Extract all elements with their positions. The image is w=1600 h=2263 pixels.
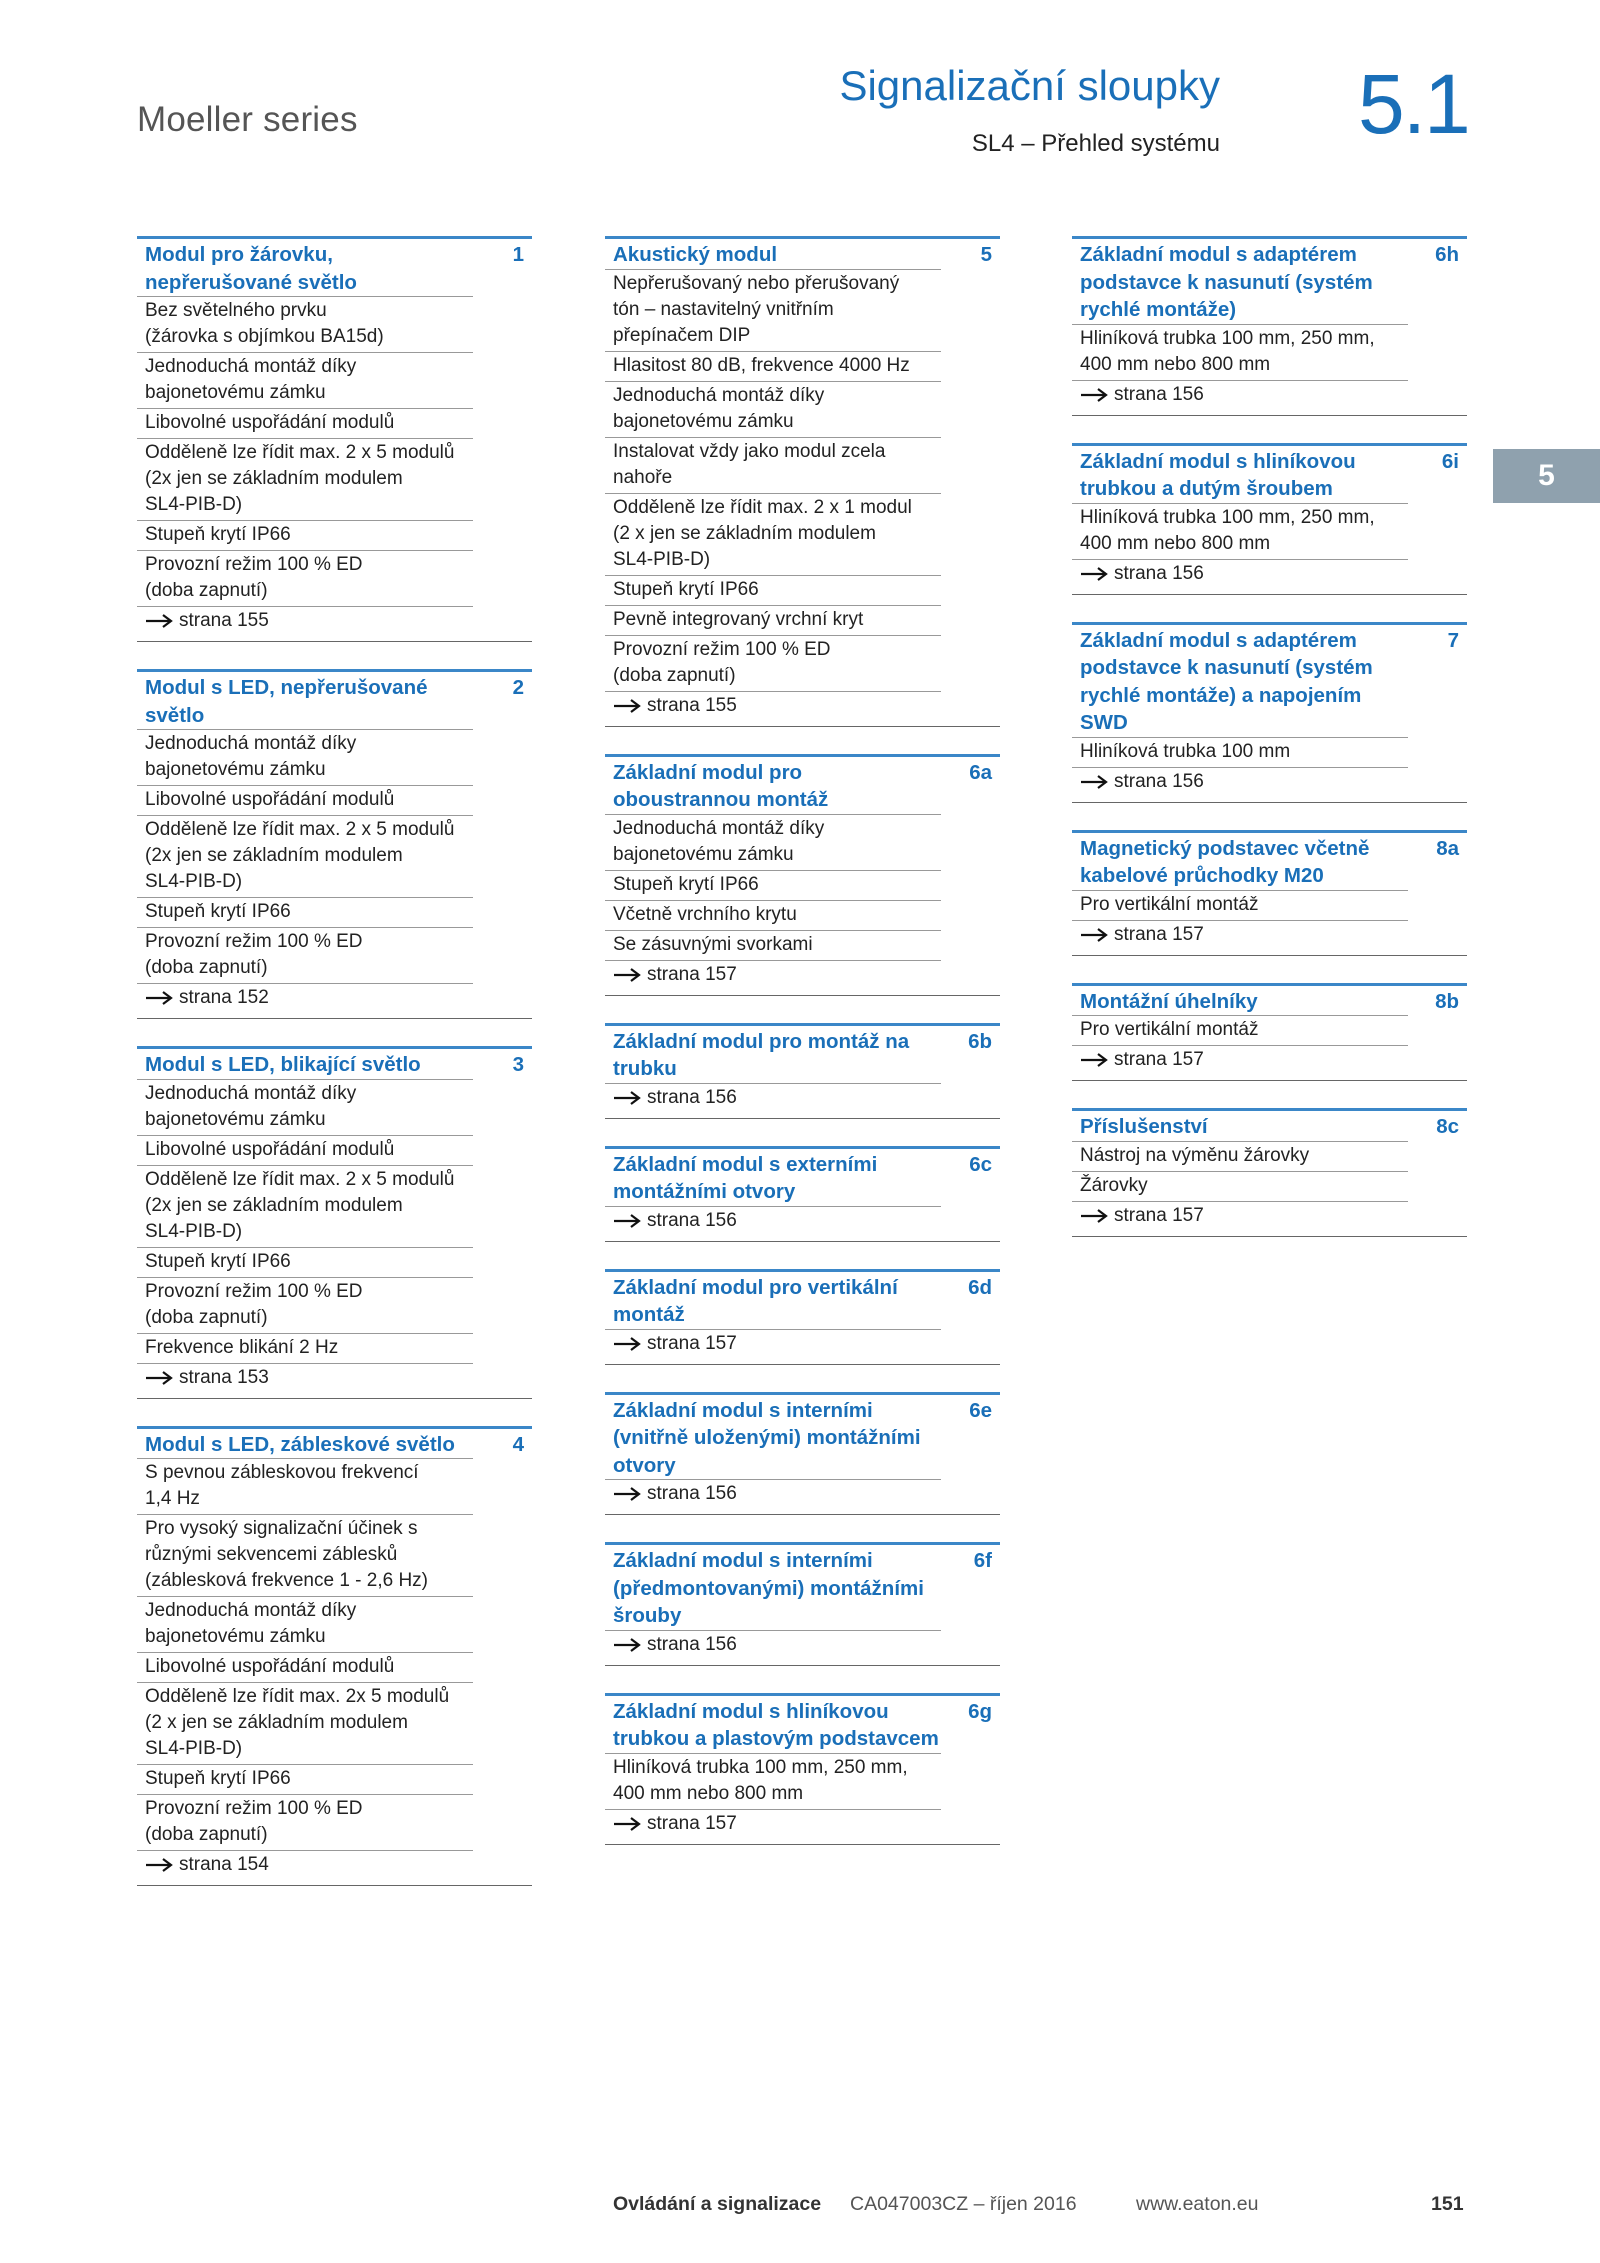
module-header xyxy=(605,1026,1000,1083)
module-title: Základní modul pro vertikální montáž xyxy=(613,1275,898,1326)
module-block xyxy=(605,236,1000,727)
page-reference-text: strana 157 xyxy=(1114,923,1204,945)
page-reference-link[interactable] xyxy=(1072,920,1408,950)
module-header xyxy=(605,1696,1000,1753)
feature-item: Provozní režim 100 % ED (doba zapnutí) xyxy=(137,1794,473,1850)
module-header xyxy=(137,239,532,296)
module-block xyxy=(605,1693,1000,1845)
arrow-right-icon xyxy=(1080,928,1108,942)
page-reference-text: strana 157 xyxy=(647,1812,737,1834)
feature-item: Odděleně lze řídit max. 2 x 1 modul (2 x jen se základním modulem SL4-PIB-D) xyxy=(605,493,941,575)
page-reference-link[interactable] xyxy=(137,606,473,636)
feature-item: Stupeň krytí IP66 xyxy=(137,1764,473,1794)
page-reference-text: strana 154 xyxy=(179,1854,269,1875)
footer-doc-id: CA047003CZ – říjen 2016 xyxy=(850,2193,1077,2215)
module-number: 2 xyxy=(512,676,524,699)
series-name: Moeller series xyxy=(137,100,358,139)
module-block xyxy=(137,669,532,1019)
footer-website: www.eaton.eu xyxy=(1136,2193,1259,2215)
module-items xyxy=(1072,503,1408,589)
feature-item: Pro vertikální montáž xyxy=(1072,1015,1408,1045)
chapter-side-tab: 5 xyxy=(1493,449,1600,503)
page-reference-link[interactable] xyxy=(605,1083,941,1113)
module-title: Základní modul s hliníkovou trubkou a dutým šroubem xyxy=(1080,449,1356,500)
page-reference-link[interactable] xyxy=(1072,1201,1408,1231)
module-items xyxy=(137,1079,473,1393)
page-reference-link[interactable] xyxy=(1072,1045,1408,1075)
module-header xyxy=(137,672,532,729)
arrow-right-icon xyxy=(613,1817,641,1831)
page-reference-text: strana 156 xyxy=(1114,383,1204,405)
page-reference-link[interactable] xyxy=(605,1809,941,1839)
module-items xyxy=(137,296,473,636)
module-block xyxy=(137,236,532,642)
module-block xyxy=(1072,983,1467,1082)
module-number: 1 xyxy=(512,243,524,266)
module-header xyxy=(1072,1111,1467,1141)
module-block xyxy=(137,1046,532,1399)
module-header xyxy=(605,1545,1000,1630)
module-title: Modul s LED, nepřerušované světlo xyxy=(145,676,428,727)
module-header xyxy=(137,1049,532,1079)
module-header xyxy=(1072,446,1467,503)
module-block xyxy=(1072,1108,1467,1237)
module-title: Modul pro žárovku, nepřerušované světlo xyxy=(145,243,357,294)
footer-section: Ovládání a signalizace xyxy=(613,2193,822,2215)
feature-item: Žárovky xyxy=(1072,1171,1408,1201)
page-reference-text: strana 157 xyxy=(647,1332,737,1354)
chapter-number: 5.1 xyxy=(1358,57,1469,151)
module-title: Příslušenství xyxy=(1080,1115,1208,1138)
module-number: 8a xyxy=(1436,836,1459,860)
page-reference-text: strana 156 xyxy=(647,1633,737,1655)
module-number: 6i xyxy=(1441,449,1459,473)
module-items xyxy=(605,269,941,721)
module-block xyxy=(605,1269,1000,1365)
module-items xyxy=(605,814,941,990)
page-reference-link[interactable] xyxy=(1072,380,1408,410)
page-reference-link[interactable] xyxy=(605,691,941,721)
module-number: 6d xyxy=(968,1275,992,1299)
feature-item: Stupeň krytí IP66 xyxy=(605,575,941,605)
module-number: 7 xyxy=(1447,628,1459,652)
feature-item: Jednoduchá montáž díky bajonetovému zámku xyxy=(137,729,473,785)
column-3 xyxy=(1072,236,1467,1264)
page-subtitle: SL4 – Přehled systému xyxy=(971,130,1220,157)
module-items xyxy=(605,1630,941,1660)
feature-item: Instalovat vždy jako modul zcela nahoře xyxy=(605,437,941,493)
module-number: 4 xyxy=(512,1432,524,1456)
module-items xyxy=(1072,1015,1408,1075)
module-header xyxy=(605,1149,1000,1206)
page-reference-link[interactable] xyxy=(137,1850,473,1880)
module-items xyxy=(137,1458,473,1880)
module-number: 6e xyxy=(969,1398,992,1422)
feature-item: Odděleně lze řídit max. 2x 5 modulů (2 x jen se základním modulem SL4-PIB-D) xyxy=(137,1682,473,1764)
page-reference-text: strana 156 xyxy=(647,1086,737,1108)
arrow-right-icon xyxy=(613,1214,641,1228)
page-reference-text: strana 153 xyxy=(179,1366,269,1388)
feature-item: Provozní režim 100 % ED (doba zapnutí) xyxy=(137,1277,473,1333)
arrow-right-icon xyxy=(1080,567,1108,581)
feature-item: Hliníková trubka 100 mm, 250 mm, 400 mm nebo 800 mm xyxy=(605,1753,941,1809)
feature-item: Nepřerušovaný nebo přerušovaný tón – nastavitelný vnitřním přepínačem DIP xyxy=(605,269,941,351)
module-block xyxy=(605,1392,1000,1516)
feature-item: Pevně integrovaný vrchní kryt xyxy=(605,605,941,635)
page-reference-link[interactable] xyxy=(1072,767,1408,797)
feature-item: Stupeň krytí IP66 xyxy=(605,870,941,900)
module-number: 6g xyxy=(968,1699,992,1723)
arrow-right-icon xyxy=(1080,1209,1108,1223)
module-title: Základní modul s interními (vnitřně uloženými) montážními otvory xyxy=(613,1398,921,1477)
feature-item: Včetně vrchního krytu xyxy=(605,900,941,930)
feature-item: Stupeň krytí IP66 xyxy=(137,897,473,927)
page-reference-text: strana 155 xyxy=(179,610,269,631)
feature-item: Odděleně lze řídit max. 2 x 5 modulů (2x jen se základním modulem SL4-PIB-D) xyxy=(137,815,473,897)
module-items xyxy=(1072,1141,1408,1231)
module-number: 6h xyxy=(1435,243,1459,266)
page-number: 151 xyxy=(1431,2193,1464,2215)
page-reference-link[interactable] xyxy=(605,1630,941,1660)
module-block xyxy=(605,1542,1000,1666)
module-title: Základní modul s hliníkovou trubkou a plastovým podstavcem xyxy=(613,1699,939,1750)
module-title: Akustický modul xyxy=(613,243,778,266)
page-reference-text: strana 156 xyxy=(1114,770,1204,792)
page-title: Signalizační sloupky xyxy=(839,62,1220,109)
feature-item: Odděleně lze řídit max. 2 x 5 modulů (2x jen se základním modulem SL4-PIB-D) xyxy=(137,438,473,520)
module-number: 6f xyxy=(973,1549,992,1572)
module-block xyxy=(1072,236,1467,416)
feature-item: Pro vysoký signalizační účinek s různými sekvencemi záblesků (záblesková frekvence 1 - 2,6 Hz) xyxy=(137,1514,473,1596)
arrow-right-icon xyxy=(1080,1053,1108,1067)
module-number: 5 xyxy=(980,243,992,266)
feature-item: Se zásuvnými svorkami xyxy=(605,930,941,960)
module-items xyxy=(1072,324,1408,410)
module-number: 6b xyxy=(968,1029,992,1053)
feature-item: Libovolné uspořádání modulů xyxy=(137,785,473,815)
feature-item: Stupeň krytí IP66 xyxy=(137,520,473,550)
module-number: 8c xyxy=(1436,1115,1459,1138)
page-reference-link[interactable] xyxy=(605,960,941,990)
page-reference-text: strana 156 xyxy=(647,1209,737,1231)
feature-item: Provozní režim 100 % ED (doba zapnutí) xyxy=(137,927,473,983)
module-title: Základní modul s adaptérem podstavce k nasunutí (systém rychlé montáže) xyxy=(1080,243,1373,321)
module-block xyxy=(137,1426,532,1887)
feature-item: Nástroj na výměnu žárovky xyxy=(1072,1141,1408,1171)
module-header xyxy=(1072,239,1467,324)
arrow-right-icon xyxy=(613,699,641,713)
module-title: Montážní úhelníky xyxy=(1080,989,1258,1013)
module-items xyxy=(605,1329,941,1359)
feature-item: Libovolné uspořádání modulů xyxy=(137,1135,473,1165)
module-header xyxy=(605,757,1000,814)
arrow-right-icon xyxy=(613,968,641,982)
column-1 xyxy=(137,236,532,1913)
module-header xyxy=(1072,625,1467,737)
module-number: 3 xyxy=(512,1053,524,1076)
feature-item: S pevnou zábleskovou frekvencí 1,4 Hz xyxy=(137,1458,473,1514)
module-block xyxy=(1072,830,1467,956)
module-block xyxy=(1072,622,1467,803)
module-number: 6c xyxy=(969,1152,992,1176)
feature-item: Provozní režim 100 % ED (doba zapnutí) xyxy=(137,550,473,606)
module-header xyxy=(605,1395,1000,1480)
page-reference-text: strana 157 xyxy=(1114,1204,1204,1226)
arrow-right-icon xyxy=(613,1337,641,1351)
page-reference-link[interactable] xyxy=(605,1329,941,1359)
page-reference-link[interactable] xyxy=(605,1479,941,1509)
module-block xyxy=(605,1023,1000,1119)
feature-item: Bez světelného prvku (žárovka s objímkou BA15d) xyxy=(137,296,473,352)
feature-item: Frekvence blikání 2 Hz xyxy=(137,1333,473,1363)
feature-item: Hliníková trubka 100 mm, 250 mm, 400 mm nebo 800 mm xyxy=(1072,324,1408,380)
feature-item: Hliníková trubka 100 mm xyxy=(1072,737,1408,767)
page-reference-link[interactable] xyxy=(1072,559,1408,589)
feature-item: Jednoduchá montáž díky bajonetovému zámku xyxy=(137,352,473,408)
page-reference-text: strana 157 xyxy=(1114,1049,1204,1070)
feature-item: Provozní režim 100 % ED (doba zapnutí) xyxy=(605,635,941,691)
feature-item: Hlasitost 80 dB, frekvence 4000 Hz xyxy=(605,351,941,381)
page-reference-text: strana 157 xyxy=(647,963,737,985)
module-header xyxy=(605,239,1000,269)
arrow-right-icon xyxy=(613,1638,641,1652)
feature-item: Hliníková trubka 100 mm, 250 mm, 400 mm nebo 800 mm xyxy=(1072,503,1408,559)
module-items xyxy=(1072,737,1408,797)
page-reference-text: strana 156 xyxy=(647,1483,737,1504)
feature-item: Pro vertikální montáž xyxy=(1072,890,1408,920)
module-title: Základní modul s interními (předmontovanými) montážními šrouby xyxy=(613,1549,924,1627)
module-header xyxy=(137,1429,532,1459)
feature-item: Libovolné uspořádání modulů xyxy=(137,1652,473,1682)
module-title: Modul s LED, blikající světlo xyxy=(145,1053,421,1076)
module-title: Základní modul s adaptérem podstavce k nasunutí (systém rychlé montáže) a napojením SWD xyxy=(1080,628,1373,734)
module-items xyxy=(605,1083,941,1113)
arrow-right-icon xyxy=(145,991,173,1005)
arrow-right-icon xyxy=(145,1858,173,1872)
module-block xyxy=(1072,443,1467,595)
feature-item: Jednoduchá montáž díky bajonetovému zámku xyxy=(605,381,941,437)
module-number: 6a xyxy=(969,760,992,784)
column-2 xyxy=(605,236,1000,1872)
arrow-right-icon xyxy=(145,614,173,628)
module-block xyxy=(605,754,1000,996)
module-title: Magnetický podstavec včetně kabelové průchodky M20 xyxy=(1080,836,1370,887)
module-header xyxy=(1072,833,1467,890)
module-header xyxy=(1072,986,1467,1016)
feature-item: Jednoduchá montáž díky bajonetovému zámku xyxy=(137,1079,473,1135)
arrow-right-icon xyxy=(1080,775,1108,789)
module-title: Základní modul pro oboustrannou montáž xyxy=(613,760,829,811)
page-reference-link[interactable] xyxy=(605,1206,941,1236)
arrow-right-icon xyxy=(613,1091,641,1105)
feature-item: Stupeň krytí IP66 xyxy=(137,1247,473,1277)
page-reference-text: strana 156 xyxy=(1114,562,1204,584)
feature-item: Libovolné uspořádání modulů xyxy=(137,408,473,438)
page-reference-link[interactable] xyxy=(137,1363,473,1393)
module-items xyxy=(605,1479,941,1509)
feature-item: Jednoduchá montáž díky bajonetovému zámku xyxy=(605,814,941,870)
module-title: Modul s LED, zábleskové světlo xyxy=(145,1432,455,1456)
module-title: Základní modul s externími montážními otvory xyxy=(613,1152,878,1203)
module-items xyxy=(137,729,473,1013)
module-items xyxy=(1072,890,1408,950)
arrow-right-icon xyxy=(613,1487,641,1501)
module-title: Základní modul pro montáž na trubku xyxy=(613,1029,910,1080)
page-reference-text: strana 155 xyxy=(647,694,737,716)
module-items xyxy=(605,1206,941,1236)
module-items xyxy=(605,1753,941,1839)
feature-item: Jednoduchá montáž díky bajonetovému zámku xyxy=(137,1596,473,1652)
module-header xyxy=(605,1272,1000,1329)
module-block xyxy=(605,1146,1000,1242)
feature-item: Odděleně lze řídit max. 2 x 5 modulů (2x jen se základním modulem SL4-PIB-D) xyxy=(137,1165,473,1247)
page-reference-text: strana 152 xyxy=(179,987,269,1008)
module-number: 8b xyxy=(1435,989,1459,1013)
page-reference-link[interactable] xyxy=(137,983,473,1013)
arrow-right-icon xyxy=(1080,388,1108,402)
arrow-right-icon xyxy=(145,1371,173,1385)
